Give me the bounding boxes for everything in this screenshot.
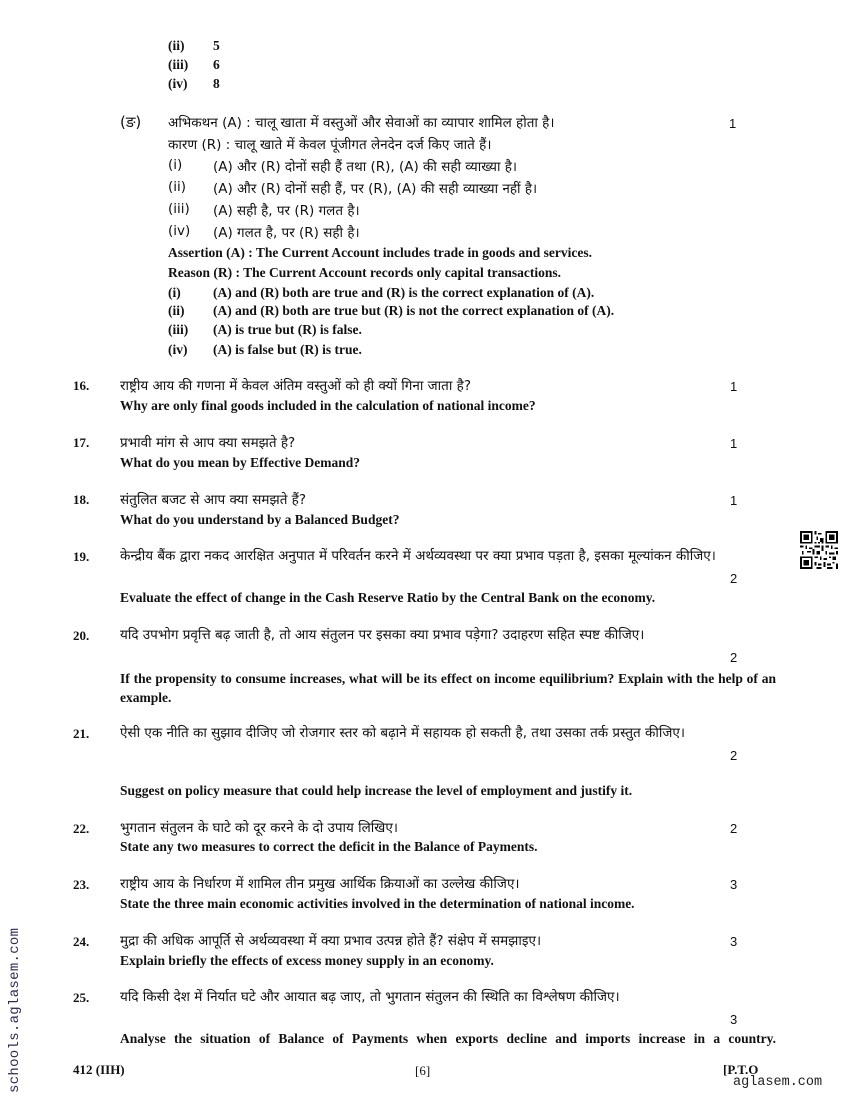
option-label: (iii) bbox=[168, 57, 189, 72]
option-text-english: (A) and (R) both are true and (R) is the correct explanation of (A). bbox=[213, 285, 595, 300]
side-watermark: schools.aglasem.com bbox=[7, 927, 23, 1093]
qr-code-icon bbox=[800, 531, 838, 569]
question-number: 20. bbox=[73, 628, 90, 643]
marks: 3 bbox=[730, 934, 738, 949]
reason-english: Reason (R) : The Current Account records only capital transactions. bbox=[168, 265, 561, 280]
question-number: 17. bbox=[73, 435, 90, 450]
option-text-english: (A) is false but (R) is true. bbox=[213, 342, 362, 357]
marks: 1 bbox=[730, 436, 738, 451]
question-english: Why are only final goods included in the calculation of national income? bbox=[120, 398, 536, 413]
pto-marker: [P.T.O bbox=[723, 1062, 759, 1077]
question-hindi: संतुलित बजट से आप क्या समझते हैं? bbox=[120, 492, 307, 508]
marks: 1 bbox=[730, 493, 738, 508]
reason-hindi: कारण (R) : चालू खाते में केवल पूंजीगत लेनदेन दर्ज किए जाते हैं। bbox=[168, 137, 492, 153]
question-english: State any two measures to correct the deficit in the Balance of Payments. bbox=[120, 839, 538, 854]
site-watermark: aglasem.com bbox=[733, 1075, 823, 1090]
question-number: 21. bbox=[73, 726, 90, 741]
option-text-english: (A) and (R) both are true but (R) is not the correct explanation of (A). bbox=[213, 303, 615, 318]
question-hindi: केन्द्रीय बैंक द्वारा नकद आरक्षित अनुपात में परिवर्तन करने में अर्थव्यवस्था पर क्या प्रभाव पड़ता है, इसका मूल्यांकन कीजिए। bbox=[120, 548, 716, 564]
question-english: State the three main economic activities involved in the determination of national income. bbox=[120, 896, 635, 911]
marks: 1 bbox=[729, 116, 737, 131]
option-label: (iv) bbox=[168, 223, 191, 239]
question-hindi: यदि किसी देश में निर्यात घटे और आयात बढ़ जाए, तो भुगतान संतुलन की स्थिति का विश्लेषण कीजिए। bbox=[120, 989, 620, 1005]
question-hindi: राष्ट्रीय आय के निर्धारण में शामिल तीन प्रमुख आर्थिक क्रियाओं का उल्लेख कीजिए। bbox=[120, 876, 520, 892]
option-value: 5 bbox=[213, 38, 220, 53]
question-hindi: राष्ट्रीय आय की गणना में केवल अंतिम वस्तुओं को ही क्यों गिना जाता है? bbox=[120, 378, 471, 394]
option-label: (i) bbox=[168, 285, 181, 300]
option-value: 6 bbox=[213, 57, 220, 72]
marks: 2 bbox=[730, 571, 738, 586]
assertion-english: Assertion (A) : The Current Account includes trade in goods and services. bbox=[168, 245, 592, 260]
option-label: (ii) bbox=[168, 179, 187, 195]
question-number: 23. bbox=[73, 877, 90, 892]
question-english: Analyse the situation of Balance of Payments when exports decline and imports increase in a country. bbox=[120, 1031, 776, 1046]
question-english: Evaluate the effect of change in the Cash Reserve Ratio by the Central Bank on the economy. bbox=[120, 590, 656, 605]
assertion-hindi: अभिकथन (A) : चालू खाता में वस्तुओं और सेवाओं का व्यापार शामिल होता है। bbox=[168, 115, 555, 131]
question-hindi: मुद्रा की अधिक आपूर्ति से अर्थव्यवस्था में क्या प्रभाव उत्पन्न होते हैं? संक्षेप में समझाइए। bbox=[120, 933, 542, 949]
option-label: (iv) bbox=[168, 342, 188, 357]
question-number: 19. bbox=[73, 549, 90, 564]
marks: 3 bbox=[730, 877, 738, 892]
question-hindi: यदि उपभोग प्रवृत्ति बढ़ जाती है, तो आय संतुलन पर इसका क्या प्रभाव पड़ेगा? उदाहरण सहित स्पष्ट कीजिए। bbox=[120, 627, 645, 643]
question-number: 18. bbox=[73, 492, 90, 507]
marks: 2 bbox=[730, 650, 738, 665]
paper-code: 412 (IIH) bbox=[73, 1062, 125, 1077]
marks: 2 bbox=[730, 748, 738, 763]
option-text-hindi: (A) गलत है, पर (R) सही है। bbox=[213, 225, 360, 241]
option-text-hindi: (A) और (R) दोनों सही हैं, पर (R), (A) की सही व्याख्या नहीं है। bbox=[213, 181, 538, 197]
question-english: Suggest on policy measure that could help increase the level of employment and justify it. bbox=[120, 783, 633, 798]
subquestion-label: (ङ) bbox=[120, 113, 142, 131]
question-english: Explain briefly the effects of excess money supply in an economy. bbox=[120, 953, 494, 968]
question-english: If the propensity to consume increases, what will be its effect on income equilibrium? Explain with the help of an example. bbox=[120, 671, 776, 705]
question-english: What do you mean by Effective Demand? bbox=[120, 455, 360, 470]
option-text-hindi: (A) सही है, पर (R) गलत है। bbox=[213, 203, 360, 219]
page-number: [6] bbox=[415, 1063, 431, 1078]
question-hindi: भुगतान संतुलन के घाटे को दूर करने के दो उपाय लिखिए। bbox=[120, 820, 398, 836]
option-value: 8 bbox=[213, 76, 220, 91]
option-text-english: (A) is true but (R) is false. bbox=[213, 322, 362, 337]
option-label: (iii) bbox=[168, 322, 189, 337]
option-text-hindi: (A) और (R) दोनों सही हैं तथा (R), (A) की सही व्याख्या है। bbox=[213, 159, 518, 175]
marks: 3 bbox=[730, 1012, 738, 1027]
option-label: (iv) bbox=[168, 76, 188, 91]
question-hindi: ऐसी एक नीति का सुझाव दीजिए जो रोजगार स्तर को बढ़ाने में सहायक हो सकती है, तथा उसका तर्क प्रस्तुत कीजिए। bbox=[120, 725, 685, 741]
question-hindi: प्रभावी मांग से आप क्या समझते है? bbox=[120, 435, 296, 451]
option-label: (i) bbox=[168, 157, 183, 173]
question-english: What do you understand by a Balanced Budget? bbox=[120, 512, 400, 527]
option-label: (ii) bbox=[168, 38, 185, 53]
question-number: 22. bbox=[73, 821, 90, 836]
question-number: 16. bbox=[73, 378, 90, 393]
marks: 1 bbox=[730, 379, 738, 394]
option-label: (ii) bbox=[168, 303, 185, 318]
option-label: (iii) bbox=[168, 201, 190, 217]
question-number: 24. bbox=[73, 934, 90, 949]
marks: 2 bbox=[730, 821, 738, 836]
question-number: 25. bbox=[73, 990, 90, 1005]
